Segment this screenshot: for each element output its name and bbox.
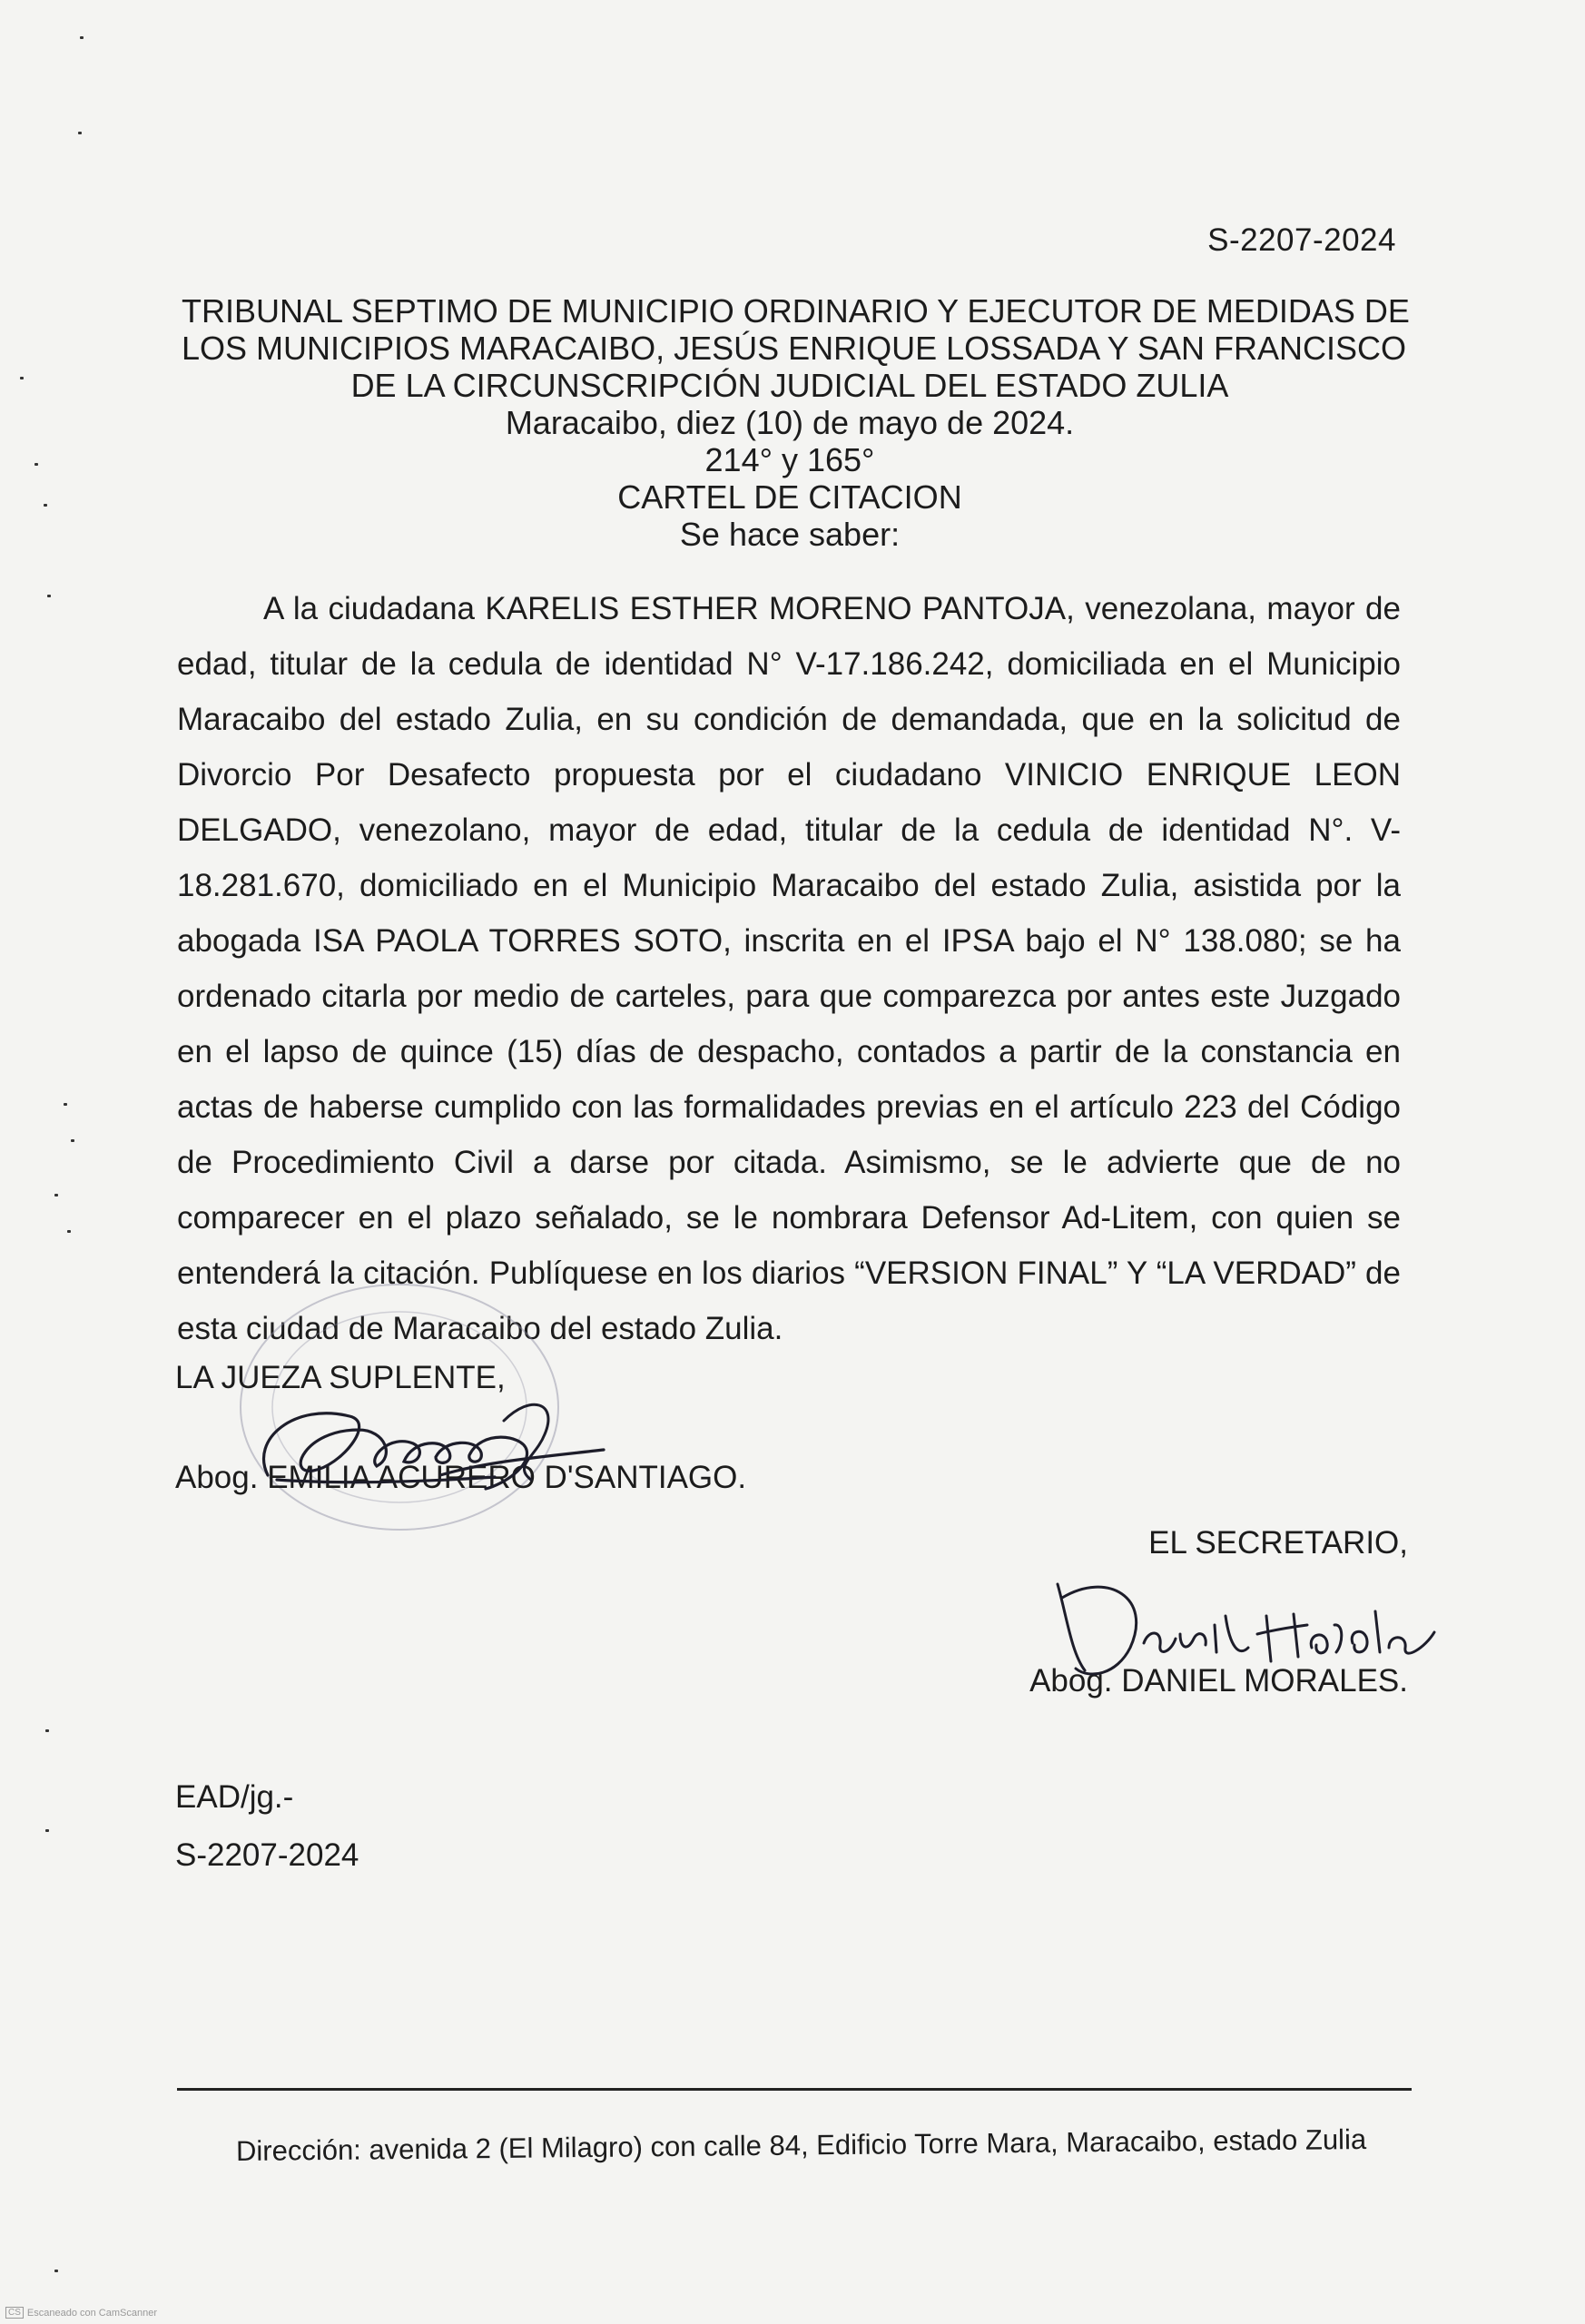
scan-speck xyxy=(78,132,82,134)
scan-speck xyxy=(67,1230,71,1233)
scan-speck xyxy=(80,36,84,39)
scan-speck xyxy=(45,1729,49,1732)
citation-body: A la ciudadana KARELIS ESTHER MORENO PANTOJA, venezolana, mayor de edad, titular de la cedula de identidad N° V-17.186.242, domiciliada en el Municipio Maracaibo del estado Zulia, en su condición de demandada, que en la solicitud de Divorcio Por Desafecto propuesta por el ciudadano VINICIO ENRIQUE LEON DELGADO, venezolano, mayor de edad, titular de la cedula de identidad N°. V-18.281.670, domiciliado en el Municipio Maracaibo del estado Zulia, asistida por la abogada ISA PAOLA TORRES SOTO, inscrita en el IPSA bajo el N° 138.080; se ha ordenado citarla por medio de carteles, para que comparezca por antes este Juzgado en el lapso de quince (15) días de despacho, contados a partir de la constancia en actas de haberse cumplido con las formalidades previas en el artículo 223 del Código de Procedimiento Civil a darse por citada. Asimismo, se le advierte que de no comparecer en el plazo señalado, se le nombrara Defensor Ad-Litem, con quien se entenderá la citación. Publíquese en los diarios “VERSION FINAL” Y “LA VERDAD” de esta ciudad de Maracaibo del estado Zulia. xyxy=(177,591,1401,1346)
secretario-name: Abog. DANIEL MORALES. xyxy=(1029,1663,1408,1699)
scanner-logo: CS xyxy=(5,2307,24,2319)
header-years: 214° y 165° xyxy=(704,441,875,478)
jueza-signature-block xyxy=(175,1360,746,1496)
header-line-2: LOS MUNICIPIOS MARACAIBO, JESÚS ENRIQUE LOSSADA Y SAN FRANCISCO xyxy=(182,330,1406,367)
header-line-1: TRIBUNAL SEPTIMO DE MUNICIPIO ORDINARIO Y EJECUTOR DE MEDIDAS DE xyxy=(182,292,1410,330)
case-number-top: S-2207-2024 xyxy=(1207,222,1396,258)
document-title: CARTEL DE CITACION xyxy=(617,478,962,516)
court-header xyxy=(182,292,1410,553)
footer-address: Dirección: avenida 2 (El Milagro) con calle 84, Edificio Torre Mara, Maracaibo, estado Zulia xyxy=(235,2122,1367,2167)
typist-initials: EAD/jg.- xyxy=(175,1779,294,1815)
secretario-role: EL SECRETARIO, xyxy=(1148,1525,1408,1561)
secretario-signature-block xyxy=(1029,1525,1408,1699)
scan-speck xyxy=(20,377,24,379)
scan-speck xyxy=(64,1103,67,1106)
scan-speck xyxy=(34,463,38,466)
footer-divider xyxy=(177,2088,1412,2091)
initials-block xyxy=(175,1768,359,1885)
scan-speck xyxy=(54,1194,58,1196)
header-date: Maracaibo, diez (10) de mayo de 2024. xyxy=(505,404,1075,441)
scan-speck xyxy=(71,1139,74,1142)
jueza-role: LA JUEZA SUPLENTE, xyxy=(175,1360,506,1395)
scan-speck xyxy=(54,2270,58,2272)
case-number-bottom: S-2207-2024 xyxy=(175,1837,359,1873)
scan-speck xyxy=(45,1829,49,1832)
scan-speck xyxy=(44,504,47,507)
scanner-text: Escaneado con CamScanner xyxy=(26,2307,157,2319)
jueza-name: Abog. EMILIA ACURERO D'SANTIAGO. xyxy=(175,1460,747,1495)
header-line-3: DE LA CIRCUNSCRIPCIÓN JUDICIAL DEL ESTADO ZULIA xyxy=(350,367,1229,404)
document-subtitle: Se hace saber: xyxy=(679,516,901,553)
scan-speck xyxy=(47,595,51,597)
scanner-watermark xyxy=(5,2307,157,2319)
